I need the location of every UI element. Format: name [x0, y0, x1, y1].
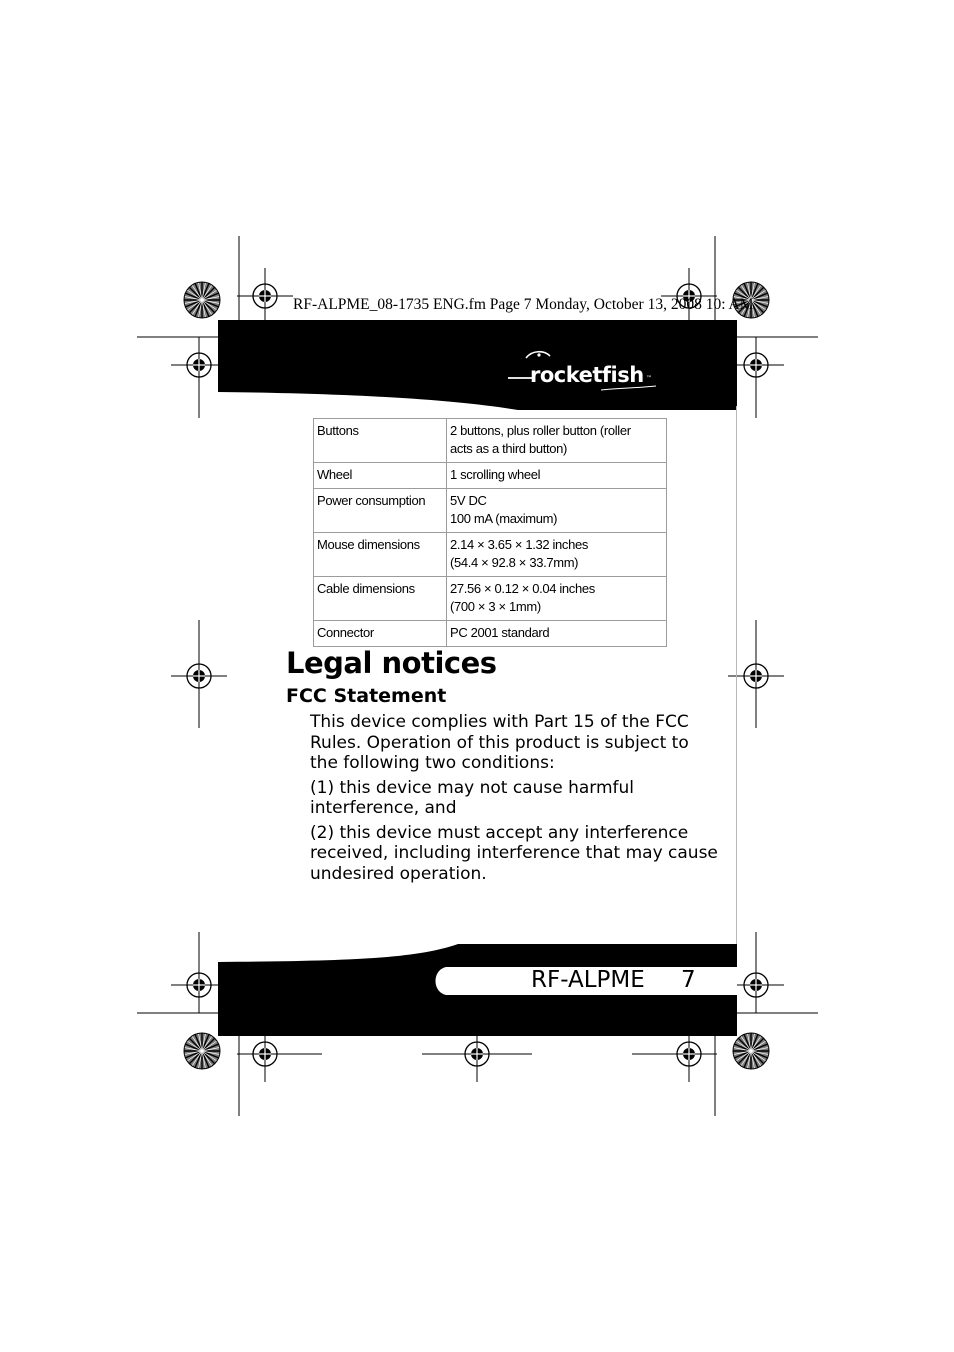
spec-value-line: (700 × 3 × 1mm) — [450, 599, 541, 614]
table-row — [314, 419, 667, 463]
spec-value-line: 100 mA (maximum) — [450, 511, 558, 526]
spec-label: Mouse dimensions — [314, 533, 447, 577]
spec-value-line: 1 scrolling wheel — [450, 467, 541, 482]
spec-value-line: 27.56 × 0.12 × 0.04 inches — [450, 581, 595, 596]
spec-label: Buttons — [314, 419, 447, 463]
paragraph: This device complies with Part 15 of the FCC Rules. Operation of this product is subject to the following two conditions: — [310, 712, 689, 773]
spec-value-line: 5V DC — [450, 493, 487, 508]
page-edge — [736, 406, 737, 946]
rocketfish-logo: rocketfish ™ — [508, 348, 658, 396]
section-subtitle: FCC Statement — [286, 685, 447, 707]
spec-value-line: 2 buttons, plus roller button (roller — [450, 423, 631, 438]
spec-value-line: 2.14 × 3.65 × 1.32 inches — [450, 537, 588, 552]
spec-label: Wheel — [314, 463, 447, 489]
spec-label: Connector — [314, 621, 447, 647]
print-slug: RF-ALPME_08-1735 ENG.fm Page 7 Monday, October 13, 2008 10: AM — [293, 296, 754, 313]
spec-value — [447, 577, 667, 621]
spec-value — [447, 489, 667, 533]
spec-label: Power consumption — [314, 489, 447, 533]
spec-value-line: PC 2001 standard — [450, 625, 550, 640]
table-row — [314, 621, 667, 647]
section-title: Legal notices — [286, 646, 497, 680]
paragraph: (1) this device may not cause harmful interference, and — [310, 777, 635, 818]
footer-band — [218, 944, 737, 1036]
table-row — [314, 533, 667, 577]
paragraph: (2) this device must accept any interference received, including interference that may cause undesired operation. — [310, 822, 718, 884]
spec-label: Cable dimensions — [314, 577, 447, 621]
fcc-statement-body — [310, 712, 720, 888]
header-band — [218, 320, 737, 410]
spec-value — [447, 463, 667, 489]
spec-value — [447, 419, 667, 463]
footer-model: RF-ALPME — [531, 967, 645, 993]
spec-value-line: (54.4 × 92.8 × 33.7mm) — [450, 555, 579, 570]
spec-value — [447, 533, 667, 577]
spec-value-line: acts as a third button) — [450, 441, 567, 456]
spec-value — [447, 621, 667, 647]
table-row — [314, 577, 667, 621]
page-number: 7 — [681, 967, 696, 993]
table-row — [314, 463, 667, 489]
spec-table — [313, 418, 667, 647]
brand-wordmark: rocketfish — [530, 363, 644, 387]
table-row — [314, 489, 667, 533]
